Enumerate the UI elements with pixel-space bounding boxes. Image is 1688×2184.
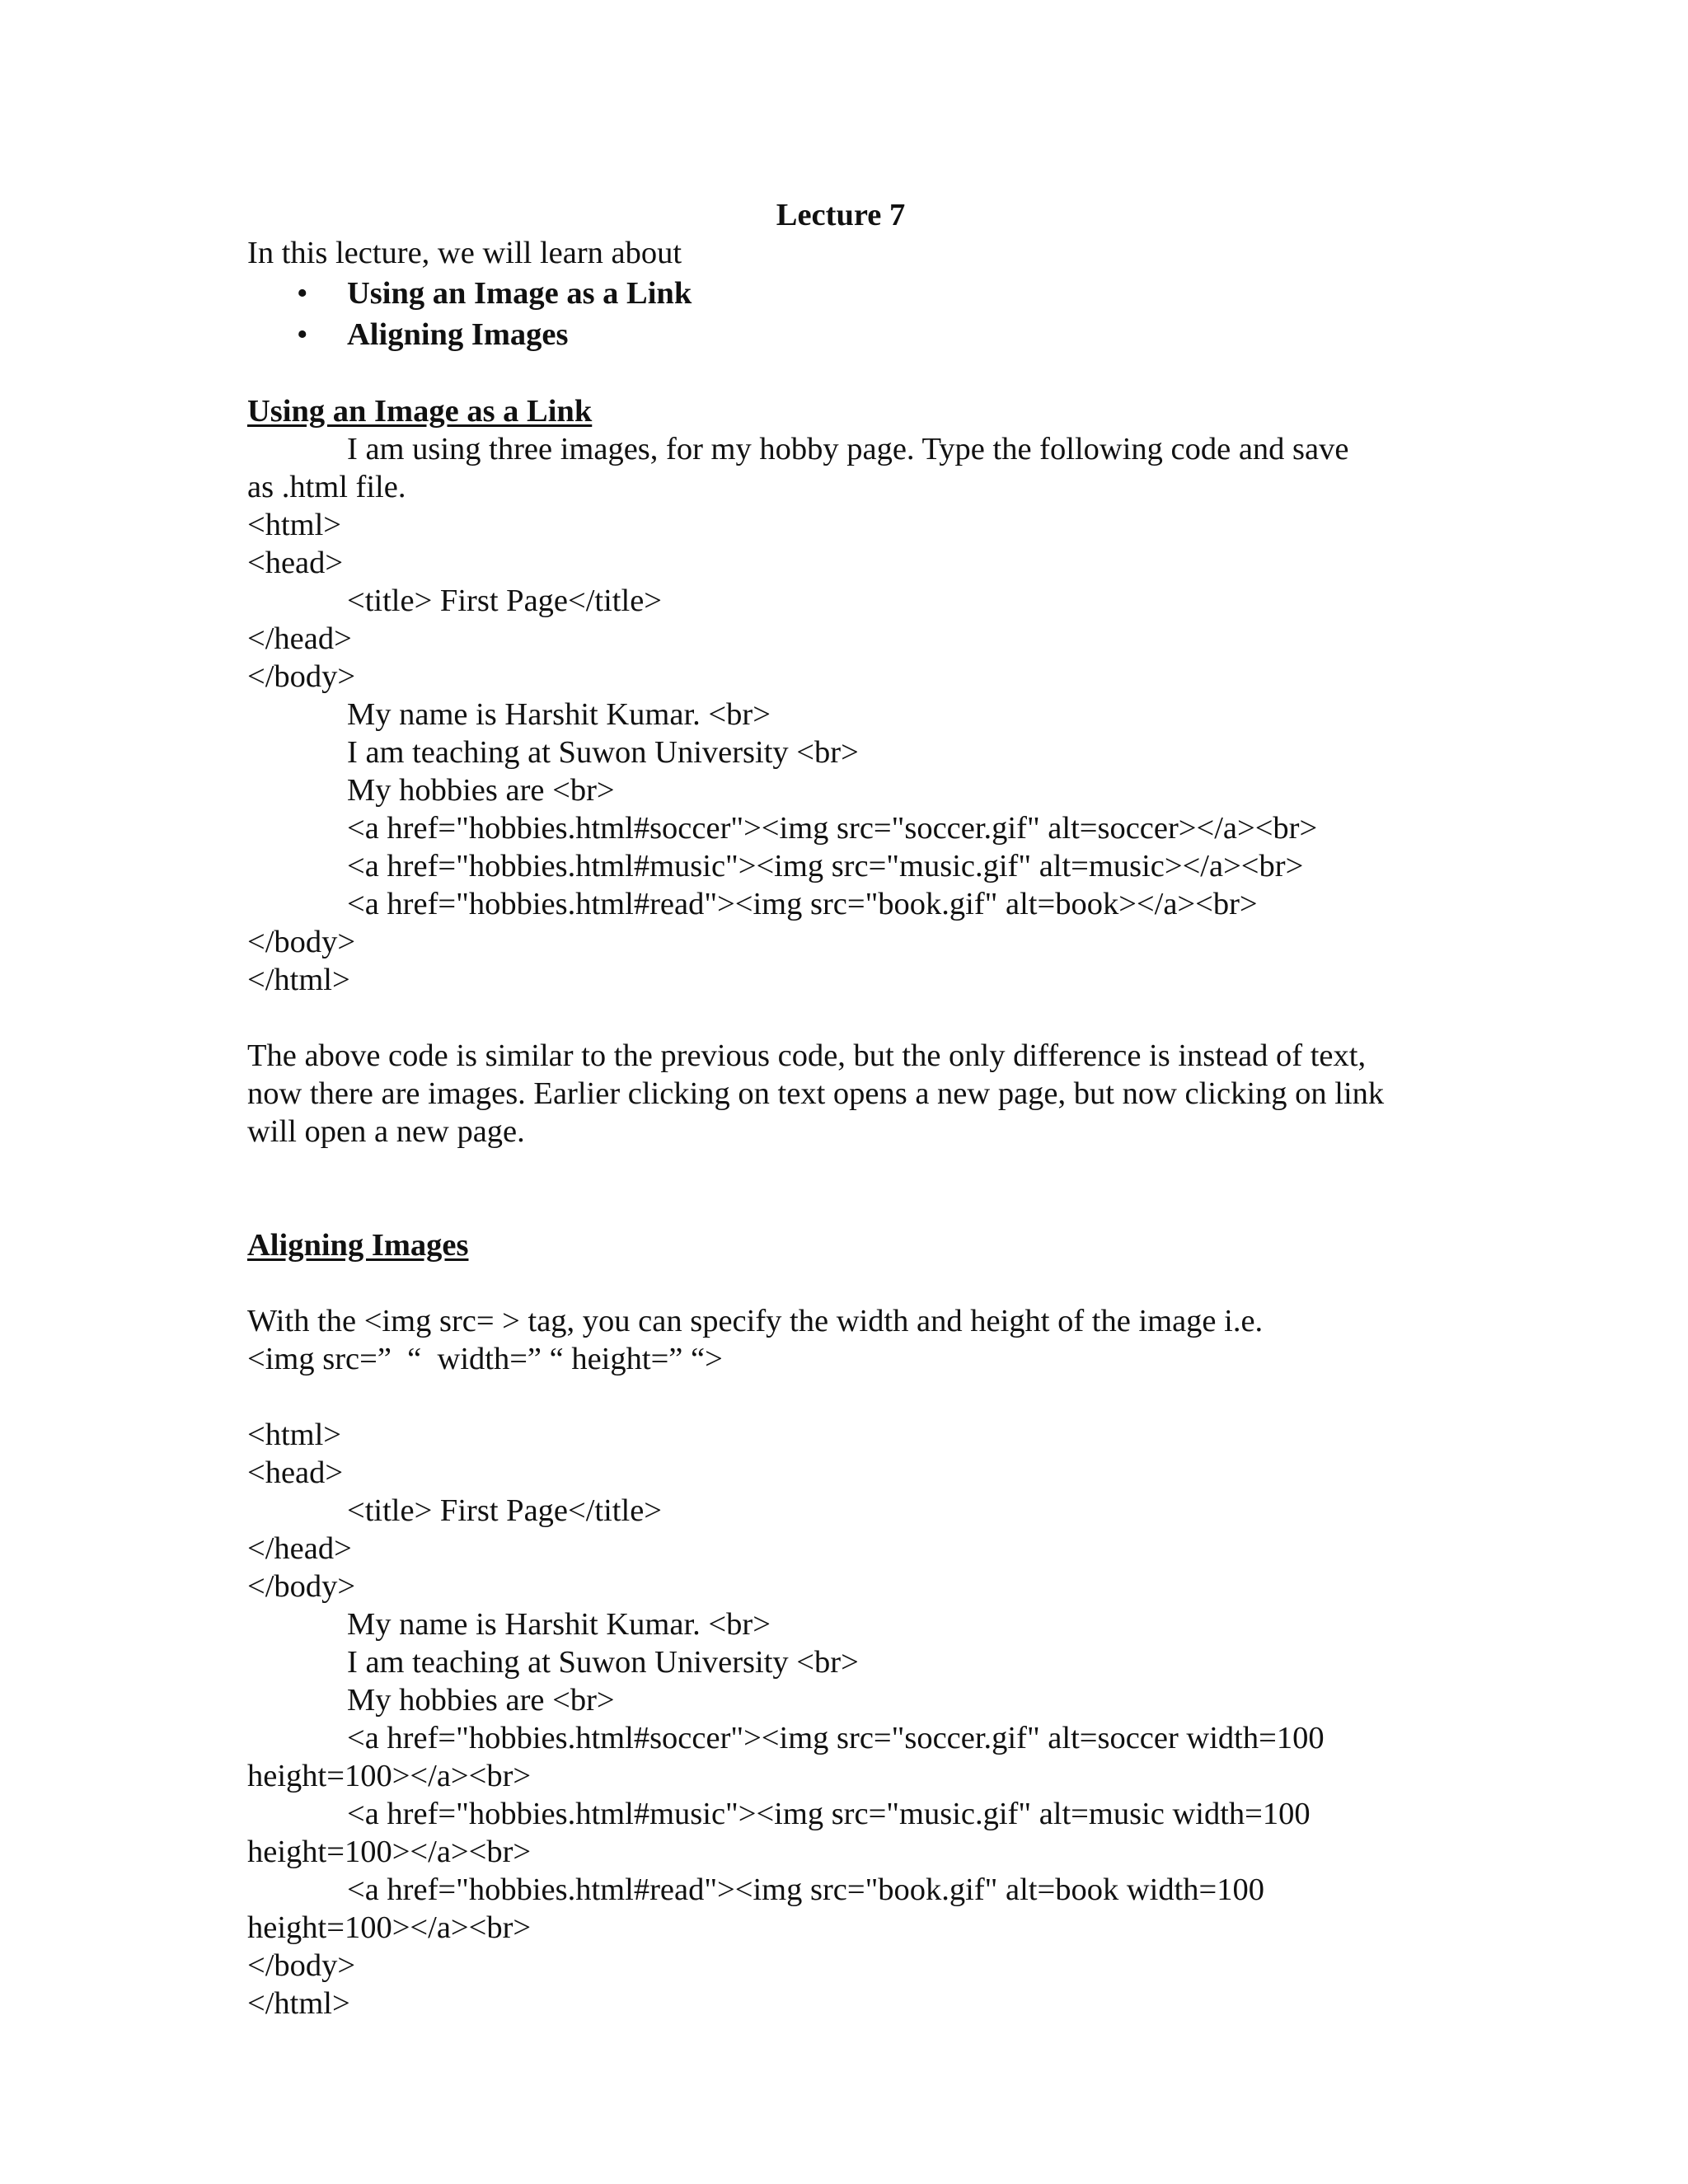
code-line: <title> First Page</title>: [347, 583, 662, 618]
code-line: My name is Harshit Kumar. <br>: [347, 697, 771, 732]
code-line: <a href="hobbies.html#soccer"><img src="soccer.gif" alt=soccer width=100: [347, 1721, 1325, 1755]
code-line: <a href="hobbies.html#soccer"><img src="soccer.gif" alt=soccer></a><br>: [347, 811, 1318, 846]
code-line: height=100></a><br>: [247, 1910, 532, 1945]
code-line: <html>: [247, 508, 342, 542]
explanation-paragraph: [247, 1037, 1451, 1151]
section2-intro-line: <img src=” “ width=” “ height=” “>: [247, 1342, 723, 1376]
topic-item: [247, 274, 1451, 313]
code-line: </html>: [247, 1986, 350, 2021]
bullet-icon: •: [297, 276, 308, 311]
explanation-line: The above code is similar to the previous code, but the only difference is instead of text,: [247, 1038, 1367, 1073]
topic-item: [247, 315, 1451, 354]
code-line: <head>: [247, 1455, 344, 1490]
code-line: <a href="hobbies.html#music"><img src="music.gif" alt=music width=100: [347, 1797, 1311, 1831]
code-line: </body>: [247, 925, 356, 959]
topic-label: Aligning Images: [347, 317, 569, 352]
intro-text: In this lecture, we will learn about: [247, 236, 682, 270]
code-line: </body>: [247, 1948, 356, 1983]
page-title: [247, 196, 1434, 234]
code-line: <html>: [247, 1418, 342, 1452]
section-heading-aligning-images: Aligning Images: [247, 1228, 469, 1263]
topic-list: [247, 274, 1451, 354]
spacer: [247, 354, 1451, 392]
code-line: My name is Harshit Kumar. <br>: [347, 1607, 771, 1642]
section1-intro-line: as .html file.: [247, 470, 406, 504]
code-line: </head>: [247, 1531, 352, 1566]
explanation-line: will open a new page.: [247, 1114, 525, 1149]
section-heading-image-link: Using an Image as a Link: [247, 394, 593, 429]
topic-label: Using an Image as a Link: [347, 276, 692, 311]
code-line: I am teaching at Suwon University <br>: [347, 1645, 859, 1680]
code-line: My hobbies are <br>: [347, 1683, 615, 1718]
page-title-text: Lecture 7: [776, 198, 906, 232]
code-line: </head>: [247, 621, 352, 656]
document-page: [247, 196, 1451, 2022]
code-line: </body>: [247, 1569, 356, 1604]
code-block-1: [247, 506, 1451, 999]
spacer: [247, 1378, 1451, 1416]
code-line: </html>: [247, 963, 350, 997]
code-line: height=100></a><br>: [247, 1835, 532, 1869]
code-line: <head>: [247, 546, 344, 580]
code-block-2: [247, 1416, 1451, 2022]
code-line: <title> First Page</title>: [347, 1493, 662, 1528]
section1-intro-line: I am using three images, for my hobby page. Type the following code and save: [347, 432, 1349, 466]
explanation-line: now there are images. Earlier clicking on text opens a new page, but now clicking on link: [247, 1076, 1385, 1111]
code-line: <a href="hobbies.html#music"><img src="music.gif" alt=music></a><br>: [347, 849, 1304, 883]
code-line: I am teaching at Suwon University <br>: [347, 735, 859, 770]
code-line: height=100></a><br>: [247, 1759, 532, 1793]
bullet-icon: •: [297, 317, 308, 352]
section2-intro-line: With the <img src= > tag, you can specify the width and height of the image i.e.: [247, 1304, 1264, 1338]
code-line: My hobbies are <br>: [347, 773, 615, 808]
code-line: </body>: [247, 659, 356, 694]
code-line: <a href="hobbies.html#read"><img src="book.gif" alt=book></a><br>: [347, 887, 1258, 921]
code-line: <a href="hobbies.html#read"><img src="book.gif" alt=book width=100: [347, 1872, 1265, 1907]
spacer: [247, 999, 1451, 1037]
spacer: [247, 1264, 1451, 1302]
spacer: [247, 1151, 1451, 1226]
